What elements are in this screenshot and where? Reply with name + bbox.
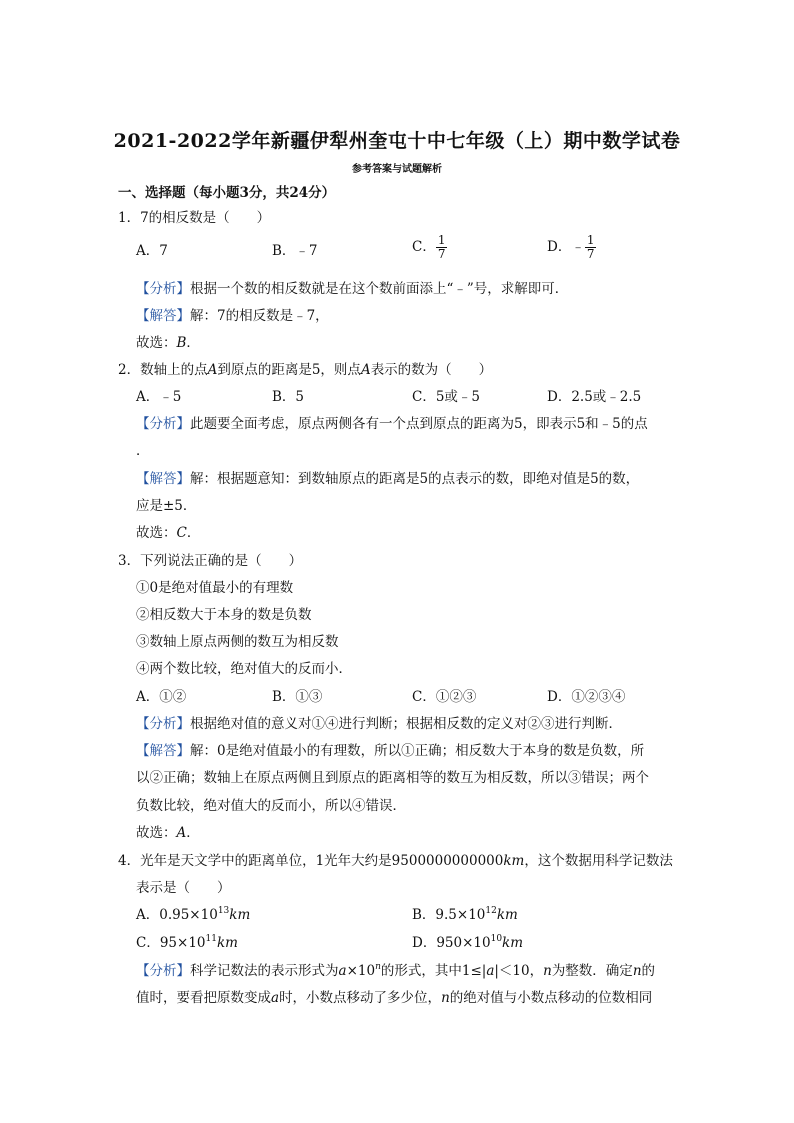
q2-choice [136, 523, 200, 543]
analysis-variable: a [338, 963, 347, 979]
analysis-tag: 【分析】 [136, 963, 190, 979]
option-text: A．0.95×10 [136, 907, 218, 923]
option-unit: km [216, 935, 238, 951]
q3-answer [136, 741, 644, 761]
analysis-text: 值时，要看把原数变成 [136, 990, 271, 1006]
q3-option-a: A．①② [136, 689, 187, 705]
analysis-text: 为整数．确定 [551, 963, 633, 979]
q4-option-d [412, 933, 523, 953]
stem-part: ，这个数据用科学记数法 [524, 853, 673, 869]
analysis-text: 科学记数法的表示形式为 [190, 963, 339, 979]
analysis-text: 此题要全面考虑，原点两侧各有一个点到原点的距离为5，即表示5和﹣5的点 [190, 416, 648, 432]
answer-text: 解：7的相反数是﹣7， [190, 308, 329, 324]
analysis-tag: 【分析】 [136, 281, 190, 297]
q2-option-a: A．﹣5 [136, 389, 182, 405]
answer-tag: 【解答】 [136, 743, 190, 759]
analysis-text: 根据绝对值的意义对①④进行判断；根据相反数的定义对②③进行判断． [190, 716, 622, 732]
page-subtitle: 参考答案与试题解析 [352, 164, 442, 175]
analysis-tag: 【分析】 [136, 716, 190, 732]
q3-option-c: C．①②③ [412, 689, 477, 705]
analysis-text: 根据一个数的相反数就是在这个数前面添上“﹣”号，求解即可． [190, 281, 569, 297]
option-unit: km [502, 935, 524, 951]
q4-option-a [136, 905, 250, 925]
choice-prefix: 故选： [136, 825, 177, 841]
q1-answer [136, 306, 329, 326]
q1-option-d-prefix: D．﹣ [547, 239, 585, 255]
q1-stem: 1．7的相反数是（ ） [118, 210, 271, 226]
answer-tag: 【解答】 [136, 308, 190, 324]
fraction-denominator: 7 [586, 247, 595, 261]
option-exponent: 11 [205, 934, 217, 944]
analysis-exponent: n [375, 962, 381, 972]
q4-stem-cont: 表示是（ ） [136, 880, 231, 896]
answer-tag: 【解答】 [136, 471, 190, 487]
q1-analysis [136, 279, 568, 299]
choice-suffix: ． [186, 825, 200, 841]
analysis-variable: a [486, 963, 495, 979]
option-text: B．9.5×10 [412, 907, 486, 923]
choice-letter: C [176, 525, 187, 541]
q4-stem [118, 851, 673, 871]
analysis-variable: n [632, 963, 642, 979]
option-exponent: 12 [485, 906, 497, 916]
q1-option-a: A．7 [136, 243, 168, 259]
q3-analysis [136, 714, 622, 734]
choice-letter: B [176, 335, 187, 351]
q2-answer [136, 469, 639, 489]
section-heading: 一、选择题（每小题3分，共24分） [118, 185, 336, 201]
q1-option-c-prefix: C． [412, 239, 436, 255]
q4-option-b [412, 905, 518, 925]
q1-option-c [412, 234, 447, 261]
q4-option-c [136, 933, 238, 953]
q1-option-d-fraction [585, 234, 597, 261]
fraction-denominator: 7 [437, 247, 446, 261]
option-unit: km [496, 907, 518, 923]
stem-unit: km [503, 853, 525, 869]
fraction-numerator: 1 [437, 233, 446, 247]
option-text: D．950×10 [412, 935, 491, 951]
q3-statement-3: ③数轴上原点两侧的数互为相反数 [136, 634, 339, 650]
stem-variable: A [360, 362, 371, 378]
q1-option-c-fraction [436, 234, 448, 261]
analysis-variable: n [441, 990, 450, 1006]
q3-option-d: D．①②③④ [547, 689, 626, 705]
q3-choice [136, 823, 200, 843]
q3-stem: 3．下列说法正确的是（ ） [118, 553, 303, 569]
analysis-text: |＜10， [494, 963, 544, 979]
q3-statement-2: ②相反数大于本身的数是负数 [136, 607, 312, 623]
q2-answer-cont: 应是±5． [136, 498, 197, 514]
choice-suffix: ． [186, 335, 200, 351]
choice-prefix: 故选： [136, 525, 177, 541]
q1-choice [136, 333, 200, 353]
q3-answer-cont-1: 以②正确；数轴上在原点两侧且到原点的距离相等的数互为相反数，所以③错误；两个 [136, 770, 649, 786]
analysis-variable: a [271, 990, 280, 1006]
analysis-text: 时，小数点移动了多少位， [279, 990, 442, 1006]
option-exponent: 10 [490, 934, 503, 944]
stem-variable: A [207, 362, 218, 378]
option-exponent: 13 [217, 906, 230, 916]
page-title: 2021-2022学年新疆伊犁州奎屯十中七年级（上）期中数学试卷 [113, 130, 681, 152]
choice-prefix: 故选： [136, 335, 177, 351]
q2-option-c: C．5或﹣5 [412, 389, 481, 405]
q3-statement-4: ④两个数比较，绝对值大的反而小． [136, 661, 352, 677]
option-text: C．95×10 [136, 935, 206, 951]
option-unit: km [229, 907, 251, 923]
analysis-variable: n [543, 963, 552, 979]
q2-analysis-cont: ． [136, 443, 150, 459]
analysis-tag: 【分析】 [136, 416, 190, 432]
q3-statement-1: ①0是绝对值最小的有理数 [136, 580, 294, 596]
q2-option-d: D．2.5或﹣2.5 [547, 389, 642, 405]
q3-option-b: B．①③ [272, 689, 323, 705]
q4-analysis-cont [136, 988, 652, 1008]
analysis-text: 的绝对值与小数点移动的位数相同 [449, 990, 653, 1006]
answer-text: 解：0是绝对值最小的有理数，所以①正确；相反数大于本身的数是负数，所 [190, 743, 645, 759]
q2-option-b: B．5 [272, 389, 305, 405]
choice-suffix: ． [186, 525, 201, 541]
analysis-text: 的形式，其中1≤| [380, 963, 487, 979]
q2-stem [118, 360, 492, 380]
stem-part: 表示的数为（ ） [370, 362, 493, 378]
stem-part: 4．光年是天文学中的距离单位，1光年大约是9500000000000 [118, 853, 504, 869]
q3-answer-cont-2: 负数比较，绝对值大的反而小，所以④错误． [136, 798, 406, 814]
stem-part: 到原点的距离是5，则点 [217, 362, 361, 378]
fraction-numerator: 1 [586, 233, 595, 247]
q4-analysis [136, 961, 655, 981]
q1-option-b: B．﹣7 [272, 243, 318, 259]
answer-text: 解：根据题意知：到数轴原点的距离是5的点表示的数，即绝对值是5的数， [190, 471, 640, 487]
q1-option-d [547, 234, 596, 261]
q2-analysis [136, 414, 648, 434]
analysis-text: ×10 [346, 963, 376, 979]
choice-letter: A [176, 825, 187, 841]
analysis-text: 的 [641, 963, 656, 979]
stem-part: 2．数轴上的点 [118, 362, 208, 378]
